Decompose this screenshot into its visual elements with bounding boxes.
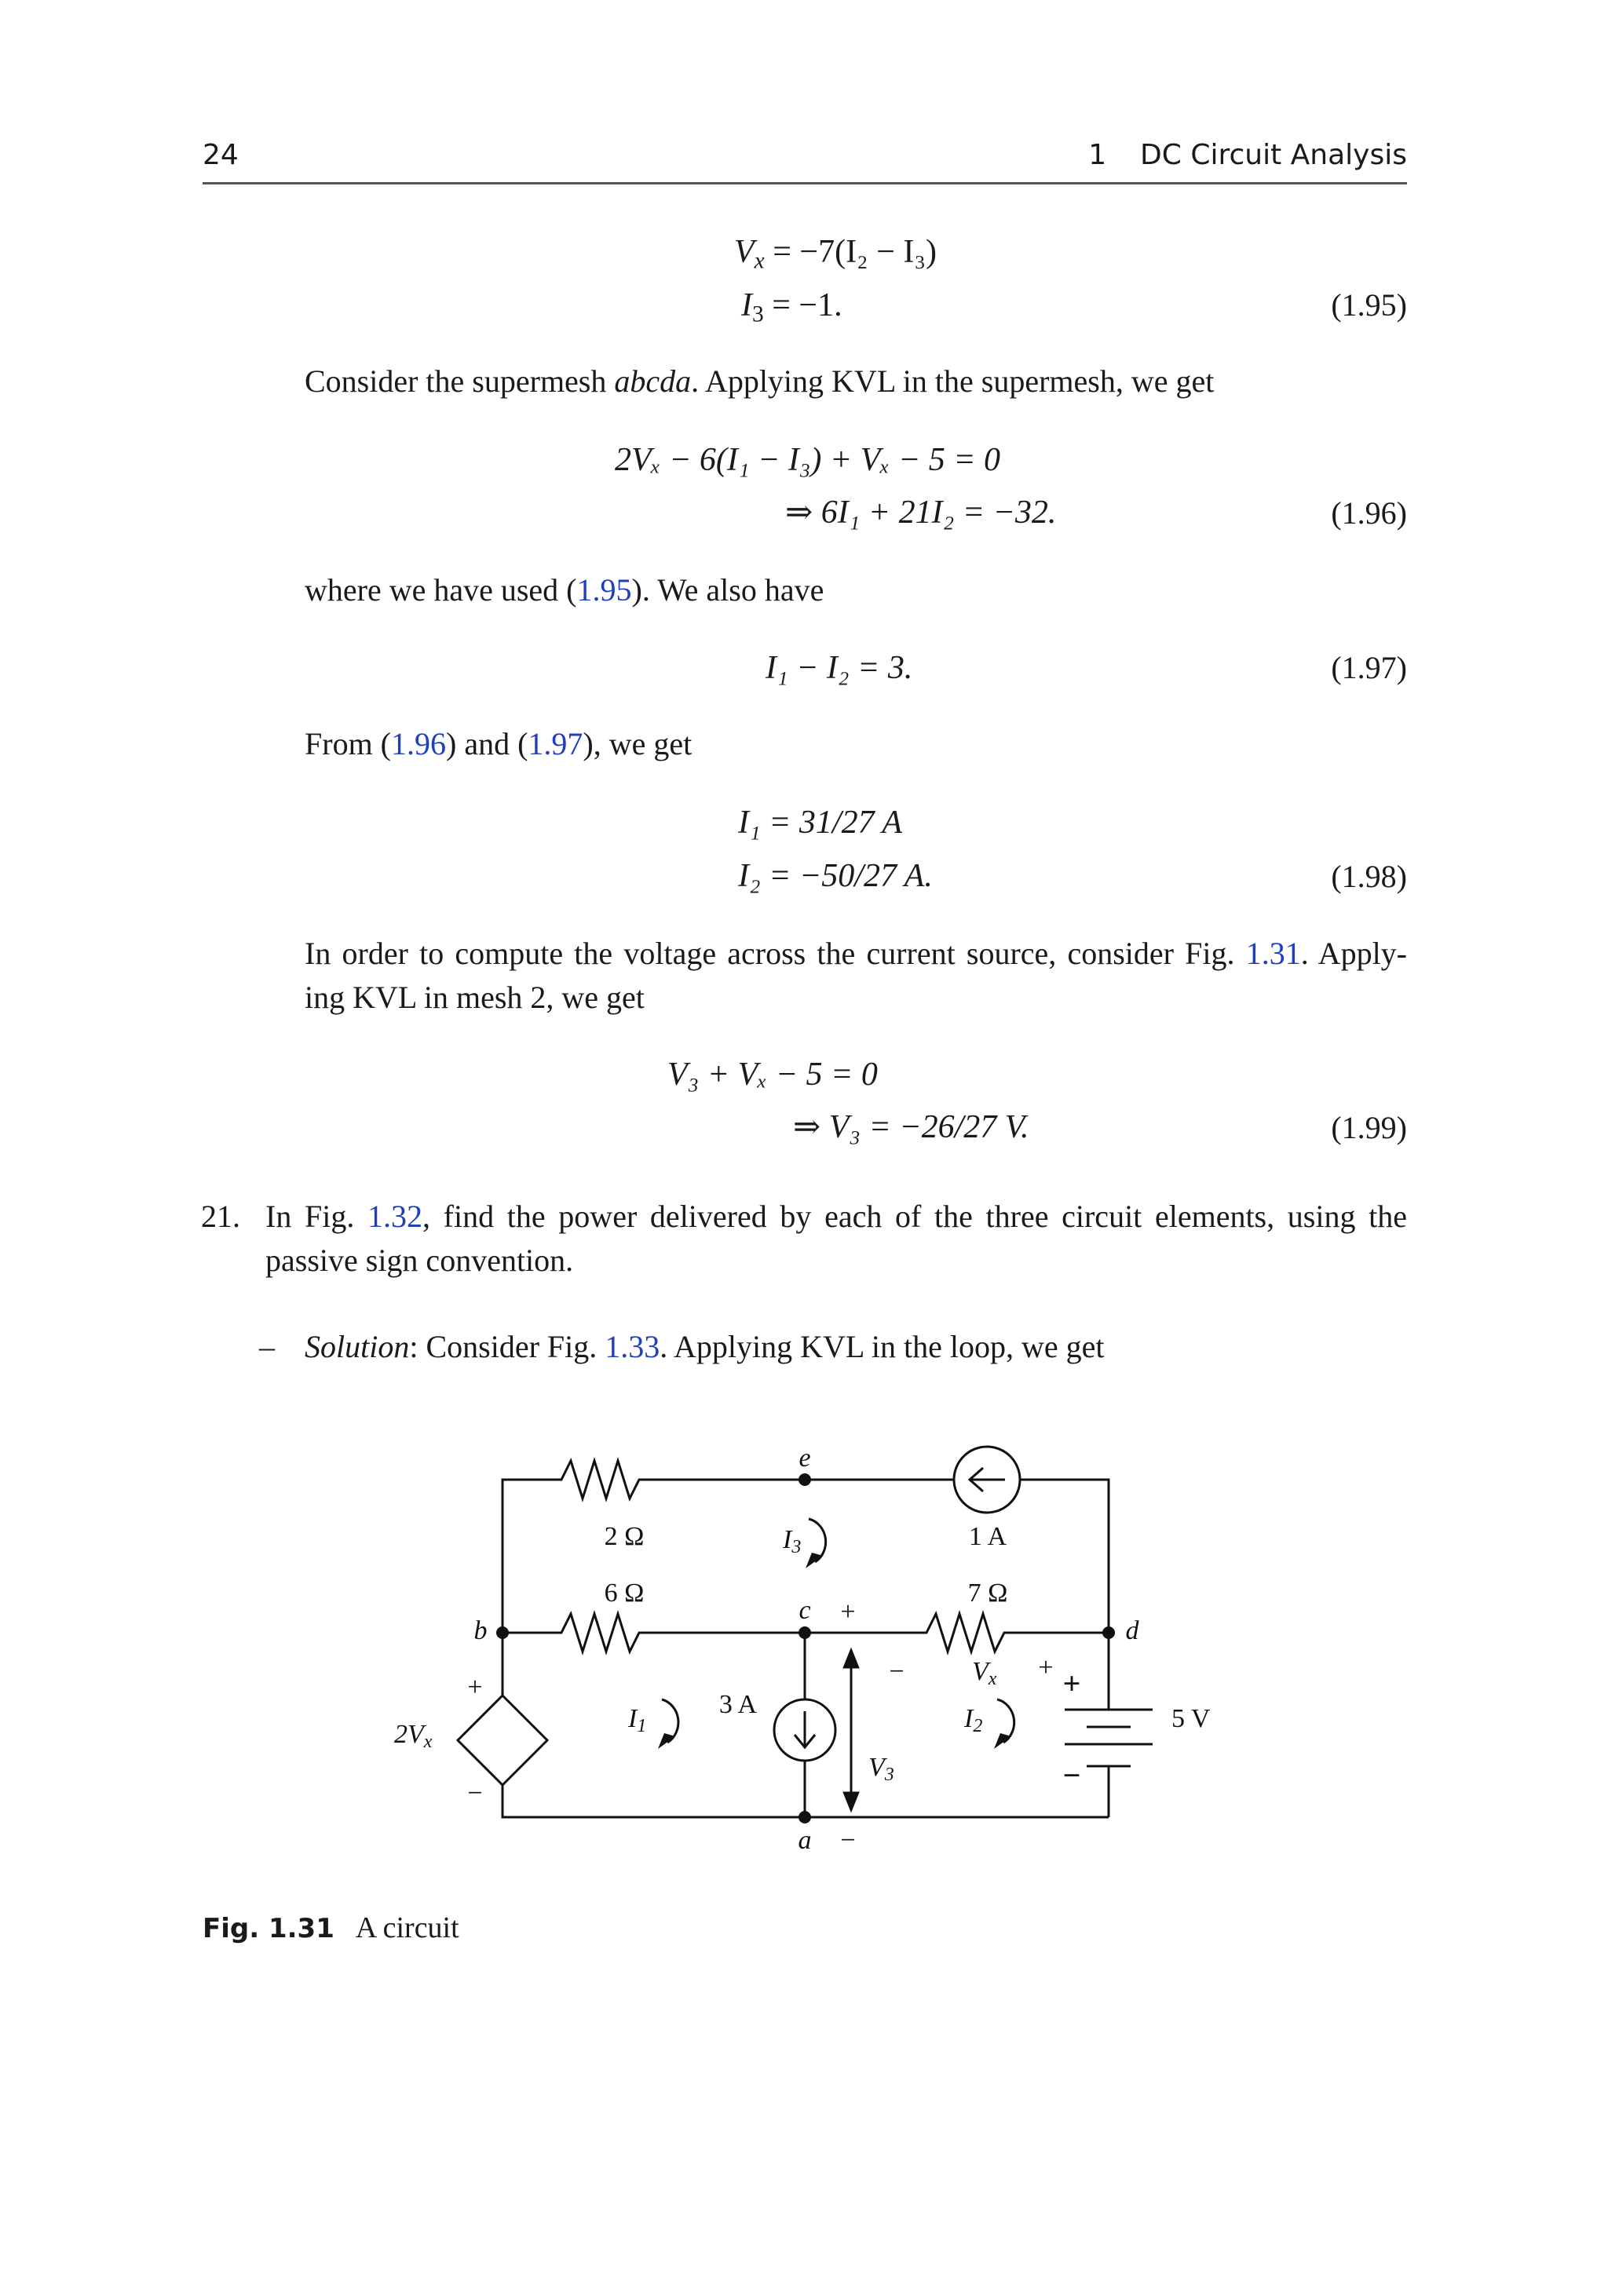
eq99-number: (1.99) [1331, 1110, 1407, 1145]
mesh-label-i1 [627, 1704, 646, 1736]
mesh-i3-sub: 3 [791, 1537, 802, 1557]
source-label-5v: 5 V [1171, 1704, 1211, 1733]
eq96-number: (1.96) [1331, 495, 1407, 531]
figure-label: Fig. 1.31 [203, 1913, 334, 1944]
eq-link-1-95[interactable]: 1.95 [576, 572, 632, 608]
mesh-arrowhead-i2 [994, 1733, 1011, 1749]
v3-sub: 3 [884, 1765, 894, 1785]
fig-link-1-32[interactable]: 1.32 [367, 1199, 423, 1234]
eq95-lhs1-sub: x [754, 248, 765, 274]
eq95-lhs2: I [741, 287, 752, 323]
eq98-line2: I₂ = −50/27 A. [738, 858, 933, 894]
eq98-number: (1.98) [1331, 859, 1407, 894]
resistor-label-6ohm: 6 Ω [604, 1579, 645, 1608]
mesh-arrowhead-i3 [806, 1553, 823, 1568]
eq96-line1: 2Vₓ − 6(I₁ − I₃) + Vₓ − 5 = 0 [615, 442, 1001, 478]
polarity-plus-vx: + [1038, 1653, 1054, 1682]
eq95-rhs1: = −7(I₂ − I₃) [773, 234, 937, 270]
node-dot-c [799, 1626, 811, 1639]
text-span: ). We also have [631, 572, 824, 608]
node-label-b: b [473, 1616, 488, 1645]
source-label-1a: 1 A [968, 1522, 1007, 1551]
mesh-i1-main: I [628, 1704, 638, 1733]
vx-label [972, 1657, 997, 1689]
dep-minus: − [467, 1779, 483, 1808]
battery-minus: − [1062, 1758, 1081, 1793]
v3-main: V [868, 1753, 885, 1782]
polarity-minus-vx: − [889, 1657, 904, 1686]
source-label-3a: 3 A [718, 1690, 758, 1719]
problem-text-line2: passive sign convention. [265, 1243, 574, 1278]
mesh-i2-main: I [964, 1704, 974, 1733]
mesh-label-i2 [963, 1704, 982, 1736]
text-span: : Consider Fig. [409, 1329, 605, 1364]
eq95-rhs2: = −1. [772, 287, 842, 323]
paragraph-compute-line2: ing KVL in mesh 2, we get [305, 980, 645, 1015]
solution-label: Solution [305, 1329, 410, 1364]
battery-plus: + [1062, 1666, 1081, 1701]
mesh-arrowhead-i1 [658, 1733, 675, 1749]
page-number: 24 [203, 139, 239, 171]
eq-link-1-97[interactable]: 1.97 [528, 726, 583, 761]
arrow-down-icon [795, 1711, 815, 1747]
text-italic: abcda [614, 363, 692, 399]
arrow-left-icon [970, 1468, 1005, 1491]
polarity-minus-a: − [840, 1826, 856, 1855]
vx-main: V [972, 1657, 989, 1686]
node-dot-d [1102, 1626, 1115, 1639]
mesh-i2-sub: 2 [973, 1716, 983, 1736]
text-span: . Applying KVL in the supermesh, we get [691, 363, 1215, 399]
eq96-line2: ⇒ 6I₁ + 21I₂ = −32. [785, 495, 1057, 531]
figure-caption [203, 1913, 459, 1943]
mesh-label-i3 [782, 1525, 801, 1557]
node-dot-b [496, 1626, 509, 1639]
text-span: From ( [305, 726, 391, 761]
eq99-line1: V₃ + Vₓ − 5 = 0 [667, 1057, 878, 1093]
text-span: ) and ( [446, 726, 528, 761]
eq99-line2: ⇒ V₃ = −26/27 V. [793, 1109, 1029, 1145]
solution-bullet: – [259, 1329, 275, 1364]
text-span: Consider the supermesh [305, 363, 615, 399]
problem-number: 21. [201, 1199, 240, 1234]
text-span: . Apply- [1300, 936, 1407, 971]
node-dot-e [799, 1473, 811, 1486]
text-span: , find the power delivered by each of the three circuit elements, using the [422, 1199, 1407, 1234]
text-span: In Fig. [265, 1199, 368, 1234]
resistor-label-2ohm: 2 Ω [604, 1522, 645, 1551]
eq95-lhs1: V [734, 234, 755, 270]
eq95-lhs2-sub: 3 [752, 301, 764, 327]
text-span: where we have used ( [305, 572, 577, 608]
eq-link-1-96[interactable]: 1.96 [391, 726, 446, 761]
polarity-plus-c: + [840, 1597, 856, 1626]
dep-source-main: 2V [394, 1720, 424, 1749]
node-label-e: e [799, 1444, 811, 1473]
resistor-label-7ohm: 7 Ω [967, 1579, 1008, 1608]
v3-label [868, 1753, 894, 1785]
mesh-i1-sub: 1 [637, 1716, 647, 1736]
node-label-d: d [1125, 1616, 1139, 1645]
node-label-a: a [798, 1826, 812, 1855]
fig-link-1-31[interactable]: 1.31 [1245, 936, 1301, 971]
text-span: ), we get [583, 726, 693, 761]
eq98-line1: I₁ = 31/27 A [738, 805, 902, 841]
top-right-wire [1021, 1480, 1109, 1633]
top-wire [502, 1461, 954, 1498]
figure-caption-text: A circuit [355, 1911, 459, 1944]
vx-sub: x [988, 1669, 997, 1689]
eq97-number: (1.97) [1331, 650, 1407, 685]
dependent-source [458, 1696, 547, 1785]
eq97-line1: I₁ − I₂ = 3. [766, 650, 913, 686]
node-label-c: c [799, 1596, 811, 1625]
node-dot-a [799, 1811, 811, 1823]
text-span: In order to compute the voltage across the current source, consider Fig. [305, 936, 1246, 971]
dep-plus: + [467, 1673, 483, 1702]
text-span: . Applying KVL in the loop, we get [660, 1329, 1105, 1364]
dep-source-label [394, 1720, 433, 1752]
eq95-number: (1.95) [1331, 287, 1407, 323]
chapter-number: 1 [1088, 139, 1107, 171]
fig-link-1-33[interactable]: 1.33 [605, 1329, 660, 1364]
dep-source-sub: x [423, 1732, 433, 1752]
chapter-title: DC Circuit Analysis [1140, 139, 1407, 171]
mesh-i3-main: I [783, 1525, 792, 1554]
